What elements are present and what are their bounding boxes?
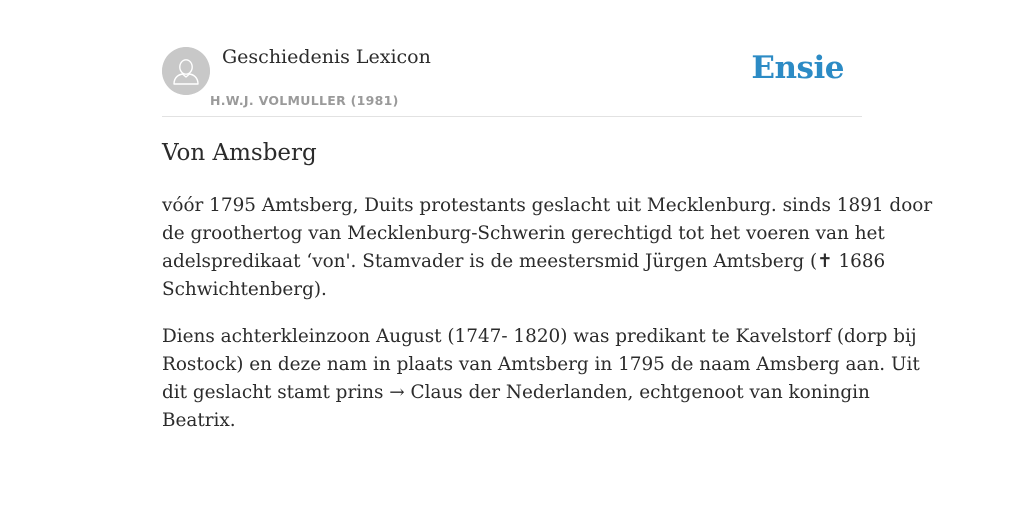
text-line: Beatrix. — [162, 410, 236, 431]
lexicon-name-link[interactable]: Geschiedenis Lexicon — [222, 46, 431, 68]
text-segment: , echtgenoot van koningin — [627, 382, 870, 403]
cross-reference-link[interactable] — [389, 382, 627, 403]
lexicon-header — [162, 40, 862, 117]
paragraph-2 — [162, 323, 920, 435]
article-title: Von Amsberg — [162, 140, 317, 166]
brand-logo-link[interactable]: Ensie — [751, 50, 844, 86]
text-line: Diens achterkleinzoon August (1747- 1820) was predikant te Kavelstorf (dorp bij — [162, 326, 917, 347]
cross-reference-text: Claus der Nederlanden — [404, 382, 628, 403]
text-line — [162, 379, 870, 407]
author-name: H.W.J. VOLMULLER (1981) — [210, 93, 399, 108]
paragraph-1 — [162, 192, 933, 304]
arrow-right-icon: → — [389, 382, 405, 403]
text-line: Schwichtenberg). — [162, 279, 327, 300]
text-line: Rostock) en deze nam in plaats van Amtsberg in 1795 de naam Amsberg aan. Uit — [162, 354, 920, 375]
text-line: vóór 1795 Amtsberg, Duits protestants geslacht uit Mecklenburg. sinds 1891 door — [162, 195, 933, 216]
user-icon[interactable] — [162, 47, 210, 95]
text-line: adelspredikaat ‘von'. Stamvader is de meestersmid Jürgen Amtsberg (✝ 1686 — [162, 251, 886, 272]
text-segment: dit geslacht stamt prins — [162, 382, 390, 403]
text-line: de groothertog van Mecklenburg-Schwerin gerechtigd tot het voeren van het — [162, 223, 885, 244]
article-body — [162, 192, 933, 454]
